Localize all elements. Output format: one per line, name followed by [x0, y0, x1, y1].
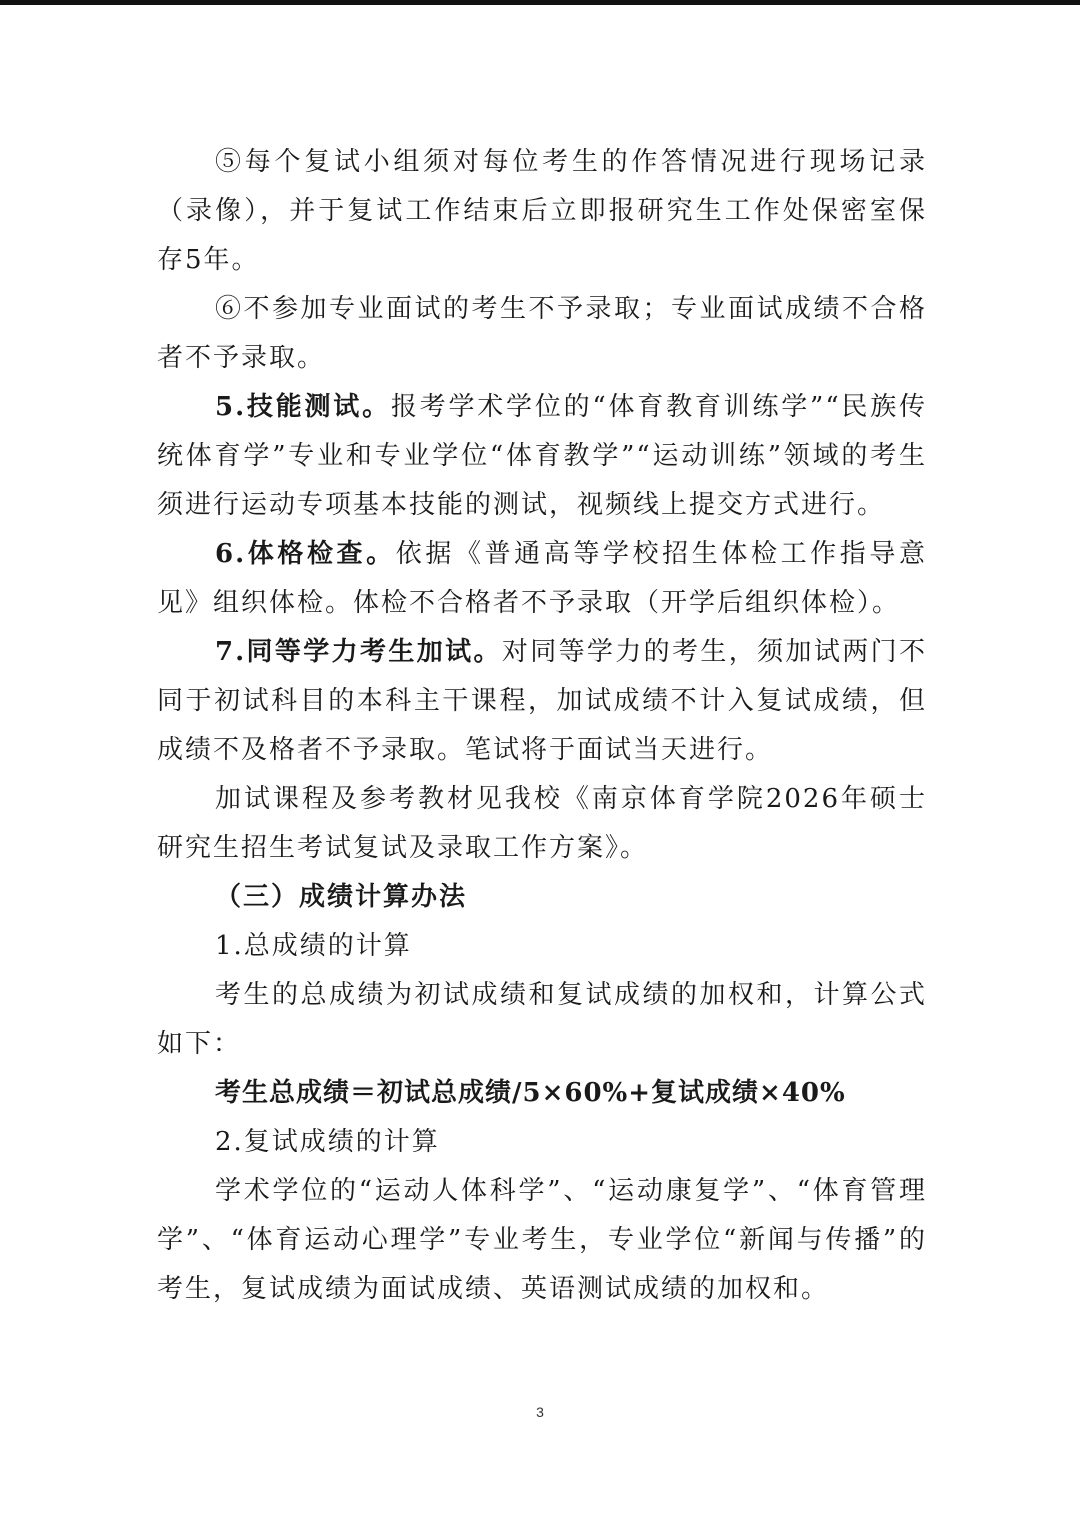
- paragraph-recording: [157, 138, 927, 285]
- page-number: 3: [536, 1404, 544, 1420]
- paragraph-lead: 7.同等学力考生加试。: [215, 637, 502, 667]
- paragraph-skill-test: [157, 383, 927, 530]
- paragraph-additional-courses: [157, 775, 927, 873]
- paragraph-text: 报考学术学位的“体育教育训练学”“民族传统体育学”专业和专业学位“体育教学”“运动训练”领域的考生须进行运动专项基本技能的测试，视频线上提交方式进行。: [157, 392, 927, 520]
- paragraph-text: ⑥不参加专业面试的考生不予录取；专业面试成绩不合格者不予录取。: [157, 294, 927, 373]
- paragraph-text: 对同等学力的考生，须加试两门不同于初试科目的本科主干课程，加试成绩不计入复试成绩，但成绩不及格者不予录取。笔试将于面试当天进行。: [157, 637, 927, 765]
- paragraph-lead: 5.技能测试。: [215, 392, 391, 422]
- paragraph-no-interview: [157, 285, 927, 383]
- sub-heading-retest-score: 2.复试成绩的计算: [215, 1127, 440, 1157]
- paragraph-total-score: 考生的总成绩为初试成绩和复试成绩的加权和，计算公式如下：: [157, 980, 927, 1059]
- top-border: [0, 0, 1080, 5]
- section-heading: （三）成绩计算办法: [215, 882, 468, 912]
- paragraph-text: 加试课程及参考教材见我校《南京体育学院2026年硕士研究生招生考试复试及录取工作方案》。: [157, 784, 927, 863]
- paragraph-equivalent-exam: [157, 628, 927, 775]
- paragraph-text: 依据《普通高等学校招生体检工作指导意见》组织体检。体检不合格者不予录取（开学后组织体检）。: [157, 539, 927, 618]
- paragraph-text: ⑤每个复试小组须对每位考生的作答情况进行现场记录（录像），并于复试工作结束后立即报研究生工作处保密室保存5年。: [157, 147, 927, 275]
- paragraph-lead: 6.体格检查。: [215, 539, 396, 569]
- paragraph-physical-exam: [157, 530, 927, 628]
- document-page: [157, 138, 927, 1314]
- score-formula: 考生总成绩＝初试总成绩/5×60%+复试成绩×40%: [215, 1078, 846, 1108]
- paragraph-retest-score: 学术学位的“运动人体科学”、“运动康复学”、“体育管理学”、“体育运动心理学”专业考生，专业学位“新闻与传播”的考生，复试成绩为面试成绩、英语测试成绩的加权和。: [157, 1176, 927, 1304]
- sub-heading-total-score: 1.总成绩的计算: [215, 931, 412, 961]
